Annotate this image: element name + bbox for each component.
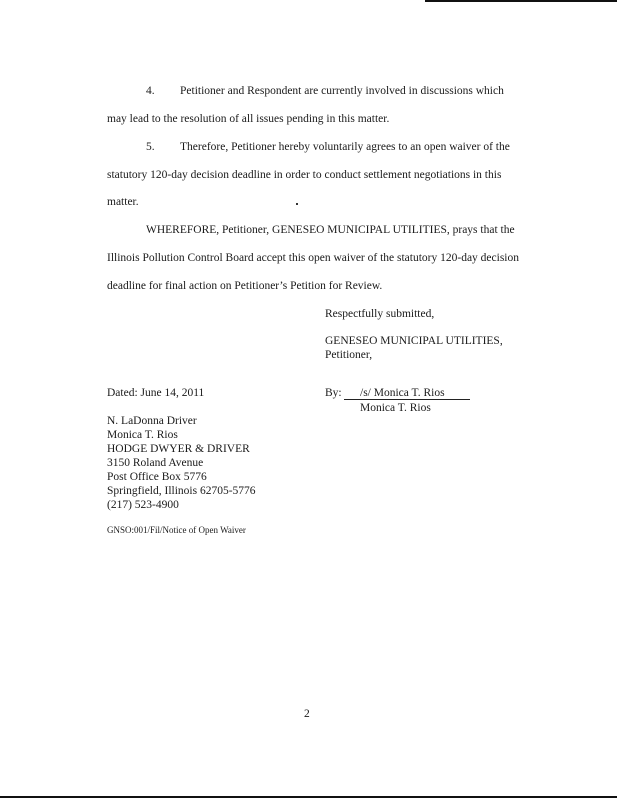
signer-name: Monica T. Rios	[360, 402, 431, 414]
para5-line1: Therefore, Petitioner hereby voluntarily agrees to an open waiver of the	[180, 141, 510, 153]
page-number: 2	[304, 708, 310, 720]
counsel-line-7: (217) 523-4900	[107, 499, 179, 511]
para4-line2: may lead to the resolution of all issues pending in this matter.	[107, 113, 390, 125]
counsel-line-5: Post Office Box 5776	[107, 471, 207, 483]
counsel-line-1: N. LaDonna Driver	[107, 415, 197, 427]
para4-line1: Petitioner and Respondent are currently involved in discussions which	[180, 85, 504, 97]
wherefore-line1: WHEREFORE, Petitioner, GENESEO MUNICIPAL UTILITIES, prays that the	[146, 224, 515, 236]
signature-underline	[344, 399, 470, 400]
para4-number: 4.	[146, 85, 155, 97]
scan-edge-bottom	[0, 796, 617, 798]
electronic-signature: /s/ Monica T. Rios	[360, 387, 445, 399]
party-name: GENESEO MUNICIPAL UTILITIES,	[325, 335, 503, 347]
by-label: By:	[325, 387, 342, 399]
closing-text: Respectfully submitted,	[325, 308, 435, 320]
counsel-line-6: Springfield, Illinois 62705-5776	[107, 485, 256, 497]
wherefore-line3: deadline for final action on Petitioner’s Petition for Review.	[107, 280, 383, 292]
party-role: Petitioner,	[325, 349, 373, 361]
scan-edge-top	[425, 0, 617, 2]
dated-line: Dated: June 14, 2011	[107, 387, 205, 399]
para5-line2: statutory 120-day decision deadline in order to conduct settlement negotiations in this	[107, 169, 502, 181]
scan-speck	[296, 203, 298, 205]
para5-number: 5.	[146, 141, 155, 153]
wherefore-line2: Illinois Pollution Control Board accept this open waiver of the statutory 120-day decision	[107, 252, 520, 264]
counsel-line-4: 3150 Roland Avenue	[107, 457, 204, 469]
para5-line3: matter.	[107, 196, 139, 208]
file-reference: GNSO:001/Fil/Notice of Open Waiver	[107, 525, 246, 535]
counsel-line-3: HODGE DWYER & DRIVER	[107, 443, 250, 455]
counsel-line-2: Monica T. Rios	[107, 429, 178, 441]
